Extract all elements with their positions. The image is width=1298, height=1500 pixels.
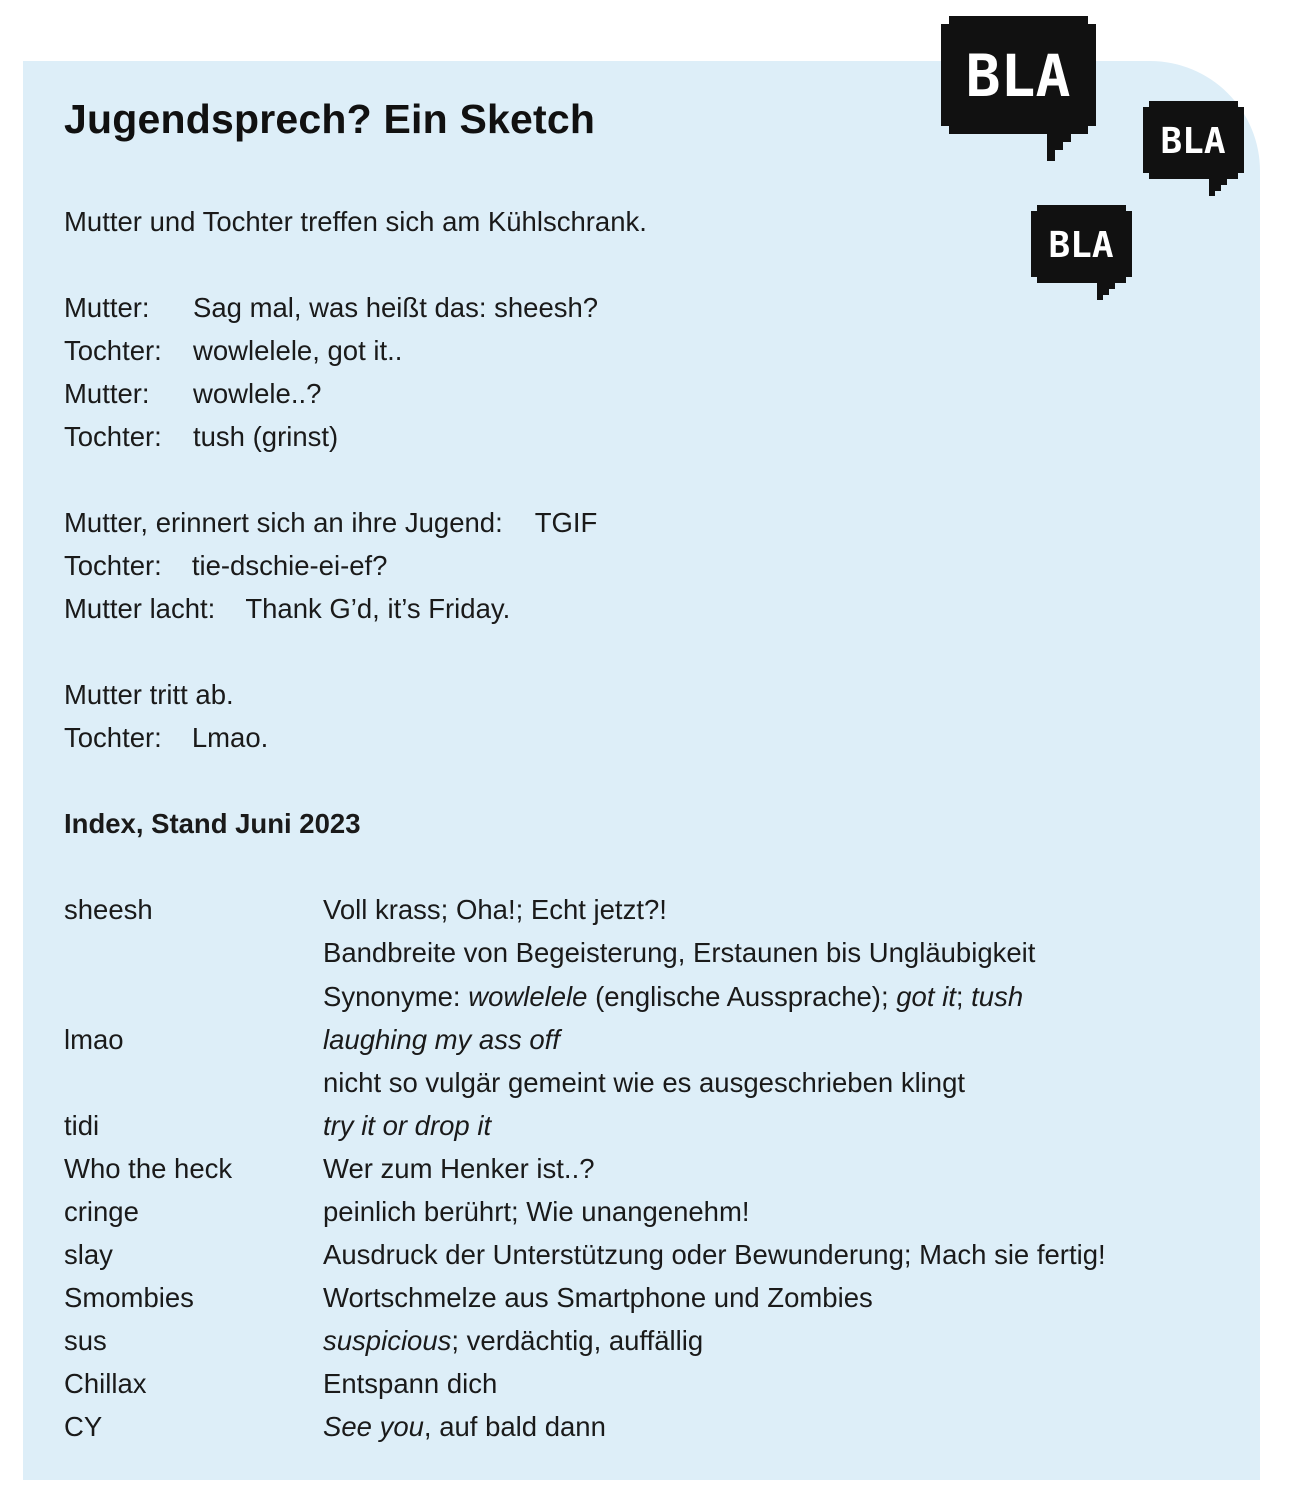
index-term: sheesh (64, 894, 153, 925)
index-definition: Ausdruck der Unterstützung oder Bewunderung; Mach sie fertig! (323, 1239, 1106, 1270)
dialog-text: Thank G’d, it’s Friday. (245, 593, 511, 624)
dialog-line (64, 380, 321, 408)
index-definition: Wer zum Henker ist..? (323, 1153, 595, 1184)
dialog-line (64, 423, 338, 451)
synonym: tush (971, 981, 1024, 1012)
index-definition: Voll krass; Oha!; Echt jetzt?! (323, 894, 667, 925)
dialog-line (64, 724, 268, 752)
synonyms-label: Synonyme: (323, 981, 469, 1012)
bubble-text: BLA (1048, 225, 1114, 266)
speaker: Tochter: (64, 550, 162, 581)
dialog-line (64, 595, 510, 623)
synonym: got it (896, 981, 956, 1012)
synonym-note: (englische Aussprache); (587, 981, 897, 1012)
definition-text: , auf bald dann (423, 1411, 606, 1442)
speaker: Mutter: (64, 292, 150, 323)
definition-text: ; verdächtig, auffällig (451, 1325, 704, 1356)
index-term: tidi (64, 1110, 100, 1141)
speech-bubble-icon (1143, 101, 1244, 202)
index-definition (323, 1327, 703, 1355)
bubble-text: BLA (1160, 121, 1226, 162)
index-definition: Entspann dich (323, 1368, 498, 1399)
index-definition (323, 1112, 491, 1140)
intro-text: Mutter und Tochter treffen sich am Kühlschrank. (64, 206, 647, 237)
dialog-text: wowlelele, got it.. (193, 335, 403, 366)
index-term: sus (64, 1325, 107, 1356)
index-term: Who the heck (64, 1153, 233, 1184)
speaker: Tochter: (64, 722, 162, 753)
index-definition: Wortschmelze aus Smartphone und Zombies (323, 1282, 873, 1313)
index-term: Chillax (64, 1368, 147, 1399)
speaker: Mutter, erinnert sich an ihre Jugend: (64, 507, 503, 538)
index-definition: peinlich berührt; Wie unangenehm! (323, 1196, 750, 1227)
speaker: Tochter: (64, 421, 162, 452)
index-definition (323, 1413, 606, 1441)
speaker: Mutter lacht: (64, 593, 216, 624)
bubble-text: BLA (965, 42, 1071, 110)
index-term: CY (64, 1411, 103, 1442)
synonym: wowlelele (468, 981, 588, 1012)
definition-italic: try it or drop it (323, 1110, 492, 1141)
definition-italic: suspicious (323, 1325, 452, 1356)
stage-direction: Mutter tritt ab. (64, 679, 234, 710)
speech-bubble-icon (941, 16, 1096, 167)
index-definition: Bandbreite von Begeisterung, Erstaunen bis Ungläubigkeit (323, 937, 1036, 968)
index-term: cringe (64, 1196, 139, 1227)
separator: ; (955, 981, 972, 1012)
dialog-line (64, 552, 387, 580)
dialog-text: Sag mal, was heißt das: sheesh? (193, 292, 599, 323)
dialog-line (64, 294, 598, 322)
dialog-text: TGIF (534, 507, 598, 538)
definition-italic: See you (323, 1411, 424, 1442)
index-heading: Index, Stand Juni 2023 (64, 808, 361, 839)
index-definition (323, 1026, 560, 1054)
index-term: Smombies (64, 1282, 194, 1313)
dialog-text: tush (grinst) (193, 421, 339, 452)
definition-italic: laughing my ass off (323, 1024, 560, 1055)
dialog-line (64, 681, 234, 709)
index-term: lmao (64, 1024, 124, 1055)
dialog-text: Lmao. (191, 722, 269, 753)
dialog-text: tie-dschie-ei-ef? (191, 550, 388, 581)
speech-bubble-icon (1031, 205, 1132, 306)
dialog-text: wowlele..? (193, 378, 322, 409)
index-synonyms (323, 983, 1023, 1011)
page-title: Jugendsprech? Ein Sketch (64, 96, 596, 142)
index-definition: nicht so vulgär gemeint wie es ausgeschrieben klingt (323, 1067, 966, 1098)
dialog-line (64, 509, 597, 537)
index-term: slay (64, 1239, 113, 1270)
speaker: Mutter: (64, 378, 150, 409)
dialog-line (64, 337, 402, 365)
speaker: Tochter: (64, 335, 162, 366)
